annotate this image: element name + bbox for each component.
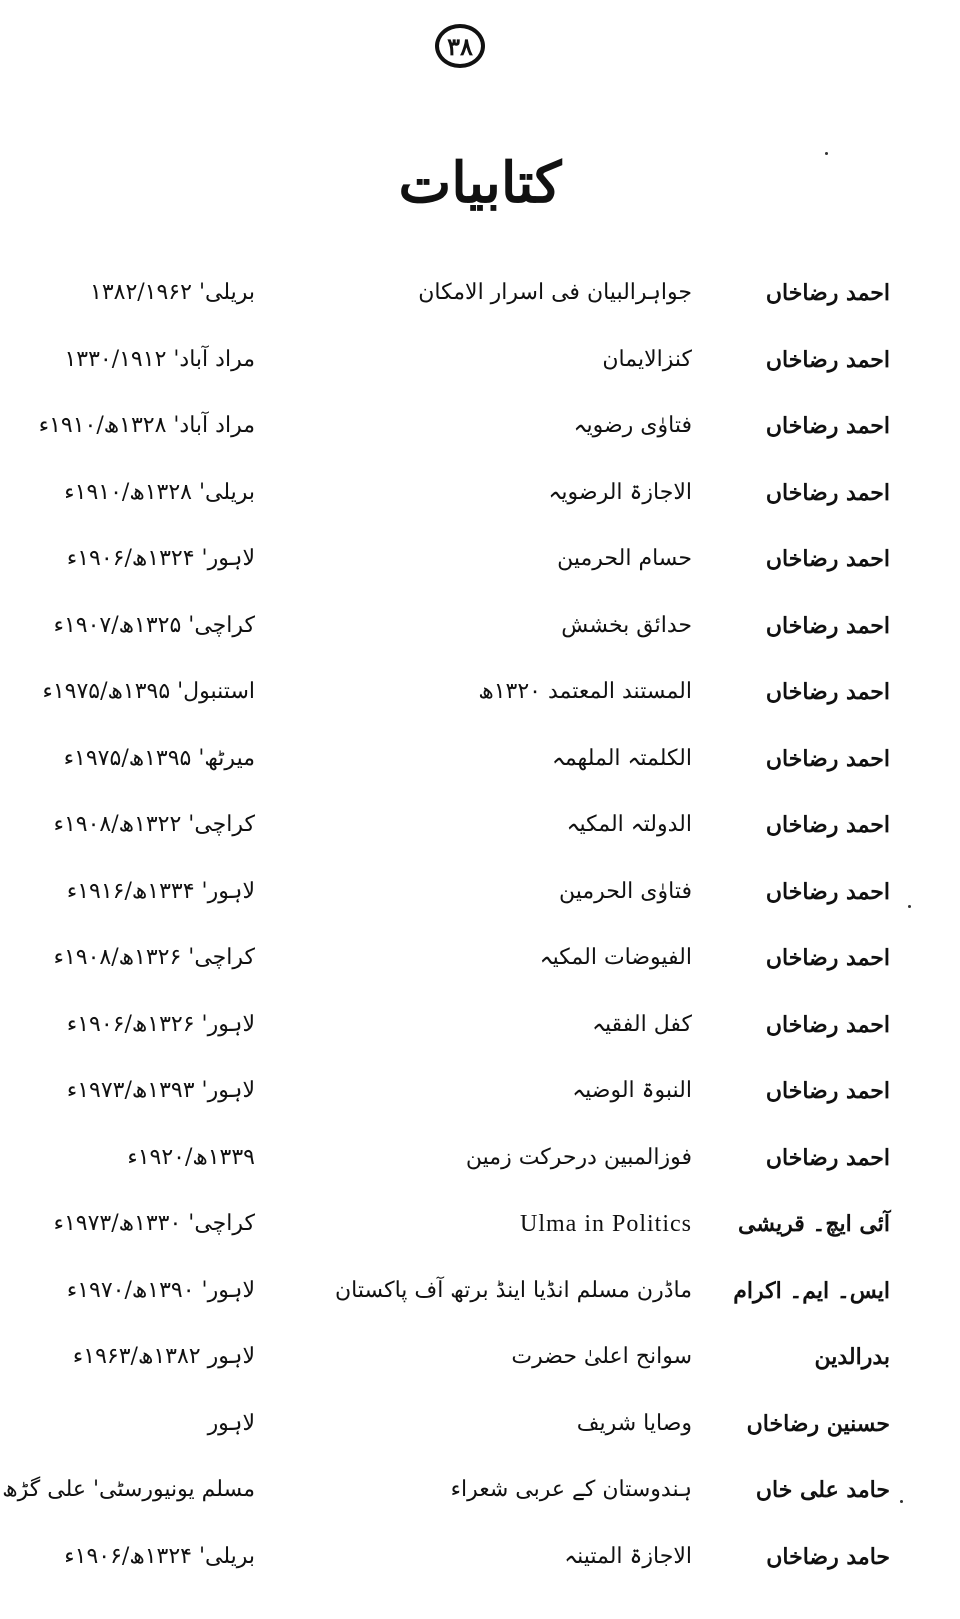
entry-publication: بریلی' ۱۳۲۸ھ/۱۹۱۰ء [64, 479, 255, 505]
entry-author: احمد رضاخاں [765, 878, 890, 905]
entry-title: الکلمتہ الملھمہ [551, 745, 692, 771]
bibliography-entry [0, 1137, 960, 1204]
entry-author: احمد رضاخاں [765, 1144, 890, 1171]
entry-title: جواہرالبیان فی اسرار الامکان [418, 280, 692, 305]
bibliography-entry [0, 472, 960, 539]
entry-title: حدائق بخشش [561, 612, 692, 638]
bibliography-entry [0, 1469, 960, 1536]
entry-title: الفیوضات المکیہ [539, 945, 692, 970]
entry-title: وصایا شریف [576, 1410, 692, 1436]
entry-author: احمد رضاخاں [765, 612, 890, 639]
bibliography-entry [0, 538, 960, 605]
speck [908, 905, 911, 908]
entry-title: ہندوستان کے عربی شعراء [450, 1477, 692, 1502]
bibliography-entry [0, 937, 960, 1004]
speck [825, 152, 828, 155]
entry-publication: لاہور' ۱۳۳۴ھ/۱۹۱۶ء [66, 878, 255, 904]
entry-publication: مراد آباد' ۱۳۲۸ھ/۱۹۱۰ء [38, 413, 255, 438]
entry-publication: مراد آباد' ۱۳۳۰/۱۹۱۲ [64, 346, 255, 372]
entry-author: احمد رضاخاں [765, 812, 890, 838]
bibliography-entry [0, 1070, 960, 1137]
entry-publication: بریلی' ۱۳۲۴ھ/۱۹۰۶ء [64, 1543, 255, 1569]
entry-author: احمد رضاخاں [765, 745, 890, 772]
entry-author: احمد رضاخاں [765, 945, 890, 971]
entry-title: فوزالمبین درحرکت زمین [465, 1144, 692, 1170]
bibliography-entry [0, 671, 960, 738]
entry-title: الدولتہ المکیہ [566, 812, 692, 837]
bibliography-entry [0, 1536, 960, 1603]
entry-publication: میرٹھ' ۱۳۹۵ھ/۱۹۷۵ء [63, 745, 255, 771]
entry-title: فتاوٰی رضویہ [573, 413, 692, 438]
bibliography-entry [0, 738, 960, 805]
bibliography-entry [0, 871, 960, 938]
bibliography-entry [0, 1336, 960, 1403]
entry-publication: لاہور [207, 1410, 255, 1436]
entry-publication: کراچی' ۱۳۲۵ھ/۱۹۰۷ء [53, 612, 255, 638]
entry-publication: لاہور' ۱۳۲۴ھ/۱۹۰۶ء [66, 546, 255, 571]
entry-publication: ۱۳۳۹ھ/۱۹۲۰ء [127, 1144, 255, 1170]
entry-author: ایس۔ ایم۔ اکرام [733, 1277, 890, 1304]
entry-publication: کراچی' ۱۳۳۰ھ/۱۹۷۳ء [53, 1211, 255, 1236]
bibliography-entry [0, 605, 960, 672]
entry-title: کفل الفقیہ [592, 1011, 692, 1037]
bibliography-entry [0, 405, 960, 472]
entry-title: المستند المعتمد ۱۳۲۰ھ [478, 679, 692, 704]
bibliography-entry [0, 804, 960, 871]
entry-title: کنزالایمان [602, 346, 692, 372]
entry-publication: لاہور' ۱۳۹۰ھ/۱۹۷۰ء [66, 1277, 255, 1303]
entry-publication: لاہور' ۱۳۹۳ھ/۱۹۷۳ء [66, 1078, 255, 1103]
entry-publication: استنبول' ۱۳۹۵ھ/۱۹۷۵ء [42, 679, 255, 704]
entry-author: احمد رضاخاں [765, 280, 890, 306]
entry-publication: لاہور ۱۳۸۲ھ/۱۹۶۳ء [72, 1344, 255, 1369]
entry-author: احمد رضاخاں [765, 546, 890, 572]
bibliography-entry [0, 272, 960, 339]
bibliography-list [0, 272, 960, 1602]
entry-author: حامد رضاخاں [766, 1543, 890, 1570]
entry-author: آئی ایچ۔ قریشی [738, 1211, 890, 1237]
bibliography-entry [0, 1004, 960, 1071]
bibliography-entry [0, 1203, 960, 1270]
entry-author: احمد رضاخاں [765, 479, 890, 506]
entry-title: سوانح اعلیٰ حضرت [511, 1344, 692, 1369]
entry-author: حسنین رضاخاں [746, 1410, 890, 1437]
bibliography-entry [0, 339, 960, 406]
page-title: کتابیات [398, 150, 562, 216]
speck [900, 1500, 903, 1503]
entry-title: الاجازۃ الرضویہ [548, 479, 692, 505]
entry-title: الاجازۃ المتینہ [564, 1543, 692, 1569]
entry-author: احمد رضاخاں [765, 1078, 890, 1104]
entry-publication: لاہور' ۱۳۲۶ھ/۱۹۰۶ء [66, 1011, 255, 1037]
entry-publication: مسلم یونیورسٹی' علی گڑھ [2, 1477, 255, 1502]
entry-author: احمد رضاخاں [765, 346, 890, 373]
entry-author: احمد رضاخاں [765, 1011, 890, 1038]
bibliography-entry [0, 1270, 960, 1337]
entry-publication: کراچی' ۱۳۲۶ھ/۱۹۰۸ء [53, 945, 255, 970]
bibliography-entry [0, 1403, 960, 1470]
entry-title: حسام الحرمین [557, 546, 692, 571]
entry-title: النبوۃ الوضیہ [572, 1078, 692, 1103]
entry-author: بدرالدین [814, 1344, 890, 1370]
entry-author: احمد رضاخاں [765, 413, 890, 439]
entry-author: احمد رضاخاں [765, 679, 890, 705]
entry-publication: کراچی' ۱۳۲۲ھ/۱۹۰۸ء [53, 812, 255, 837]
page-number: ۳۸ [435, 24, 485, 68]
entry-title: ماڈرن مسلم انڈیا اینڈ برتھ آف پاکستان [334, 1277, 692, 1303]
entry-author: حامد علی خاں [755, 1477, 890, 1503]
entry-title: فتاوٰی الحرمین [558, 878, 692, 904]
entry-publication: بریلی' ۱۳۸۲/۱۹۶۲ [90, 280, 255, 305]
entry-title: Ulma in Politics [520, 1211, 692, 1237]
